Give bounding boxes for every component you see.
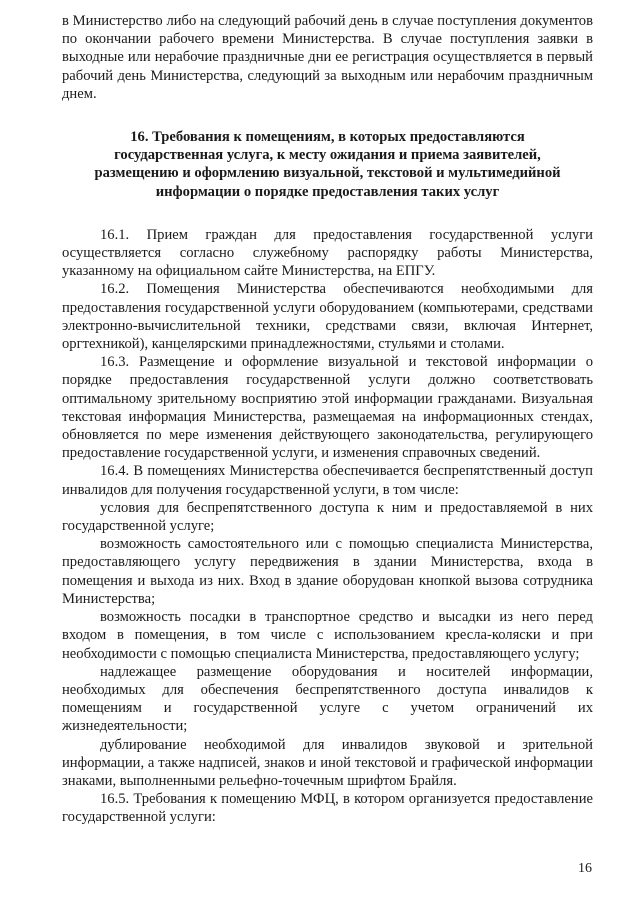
paragraph-16-1: 16.1. Прием граждан для предоставления государственной услуги осуществляется согласно служебному распорядку работы Министерства, указанному на официальном сайте Министерства, на ЕПГУ. [62,226,593,280]
paragraph-16-2: 16.2. Помещения Министерства обеспечиваются необходимыми для предоставления государственной услуги оборудованием (компьютерами, средствами электронно-вычислительной техники, средствами связи, включая Интернет, оргтехникой), канцелярскими принадлежностями, стульями и столами. [62,281,593,353]
list-item-equipment-placement: надлежащее размещение оборудования и носителей информации, необходимых для обеспечения беспрепятственного доступа инвалидов к помещениям и государственной услуге с учетом ограничений их жизнедеятельности; [62,663,593,735]
list-item-access-conditions: условия для беспрепятственного доступа к ним и предоставляемой в них государственной услуге; [62,499,593,535]
paragraph-16-4: 16.4. В помещениях Министерства обеспечивается беспрепятственный доступ инвалидов для получения государственной услуги, в том числе: [62,463,593,498]
section-heading: 16. Требования к помещениям, в которых предоставляются государственная услуга, к месту ожидания и приема заявителей, размещению и оформлению визуальной, текстовой и мультимедийной информации о порядке предоставления таких услуг [94,129,561,200]
paragraph-16-3: 16.3. Размещение и оформление визуальной и текстовой информации о порядке предоставления государственной услуги должно соответствовать оптимальному зрительному восприятию этой информации гражданами. Визуальная текстовая информация Министерства, размещаемая на информационных стендах, обновляется по мере изменения действующего законодательства, регулирующего предоставление государственной услуги, и изменения справочных сведений. [62,354,593,462]
page-body [62,12,593,827]
page-number: 16 [578,861,592,876]
list-item-vehicle-boarding: возможность посадки в транспортное средство и высадки из него перед входом в помещения, в том числе с использованием кресла-коляски и при необходимости с помощью специалиста Министерства, предоставляющего услугу; [62,609,593,662]
continued-paragraph: в Министерство либо на следующий рабочий день в случае поступления документов по окончании рабочего времени Министерства. В случае поступления заявки в выходные или нерабочие праздничные дни ее регистрация осуществляется в первый рабочий день Министерства, следующий за выходным или нерабочим праздничным днем. [62,13,593,102]
list-item-braille-duplication: дублирование необходимой для инвалидов звуковой и зрительной информации, а также надписей, знаков и иной текстовой и графической информации знаками, выполненными рельефно-точечным шрифтом Брайля. [62,736,593,789]
list-item-movement-assistance: возможность самостоятельного или с помощью специалиста Министерства, предоставляющего услугу передвижения в здании Министерства, входа в помещения и выхода из них. Вход в здание оборудован кнопкой вызова сотрудника Министерства; [62,536,593,607]
paragraph-16-5: 16.5. Требования к помещению МФЦ, в котором организуется предоставление государственной услуги: [62,791,593,826]
